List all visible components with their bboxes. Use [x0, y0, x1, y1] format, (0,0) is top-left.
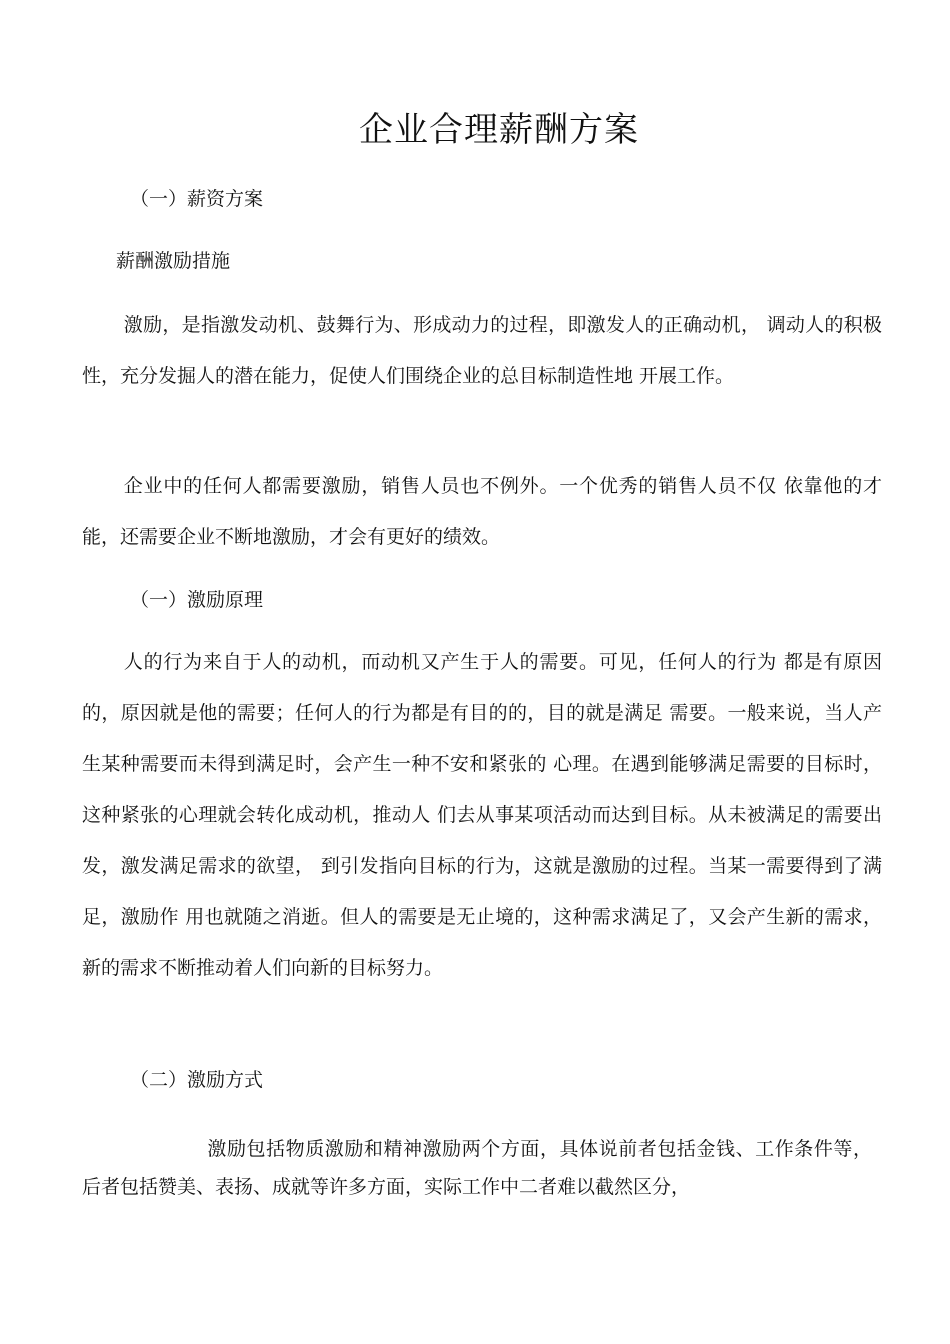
section-heading-salary-plan: （一）薪资方案 [130, 188, 264, 210]
subheading-incentive-measures: 薪酬激励措施 [116, 250, 231, 272]
paragraph-incentive-definition: 激励，是指激发动机、鼓舞行为、形成动力的过程，即激发人的正确动机， 调动人的积极性，充分发掘人的潜在能力，促使人们围绕企业的总目标制造性地 开展工作。 [82, 314, 882, 387]
section-heading-incentive-methods: （二）激励方式 [130, 1069, 264, 1091]
section-heading-incentive-principle: （一）激励原理 [130, 589, 264, 611]
document-title: 企业合理薪酬方案 [359, 110, 639, 150]
paragraph-incentive-methods: 激励包括物质激励和精神激励两个方面，具体说前者包括金钱、工作条件等，后者包括赞美、表扬、成就等许多方面，实际工作中二者难以截然区分， [82, 1138, 872, 1198]
paragraph-sales-incentive: 企业中的任何人都需要激励，销售人员也不例外。一个优秀的销售人员不仅 依靠他的才能，还需要企业不断地激励，才会有更好的绩效。 [82, 475, 882, 548]
paragraph-incentive-principle: 人的行为来自于人的动机，而动机又产生于人的需要。可见，任何人的行为 都是有原因的，原因就是他的需要；任何人的行为都是有目的的，目的就是满足 需要。一般来说，当人产生某种需要而未得到满足时，会产生一种不安和紧张的 心理。在遇到能够满足需要的目标时，这种紧张的心理就会转化成动机，推动人 们去从事某项活动而达到目标。从未被满足的需要出发，激发满足需求的欲望， 到引发指向目标的行为，这就是激励的过程。当某一需要得到了满足，激励作 用也就随之消逝。但人的需要是无止境的，这种需求满足了，又会产生新的需求， 新的需求不断推动着人们向新的目标努力。 [82, 651, 882, 979]
